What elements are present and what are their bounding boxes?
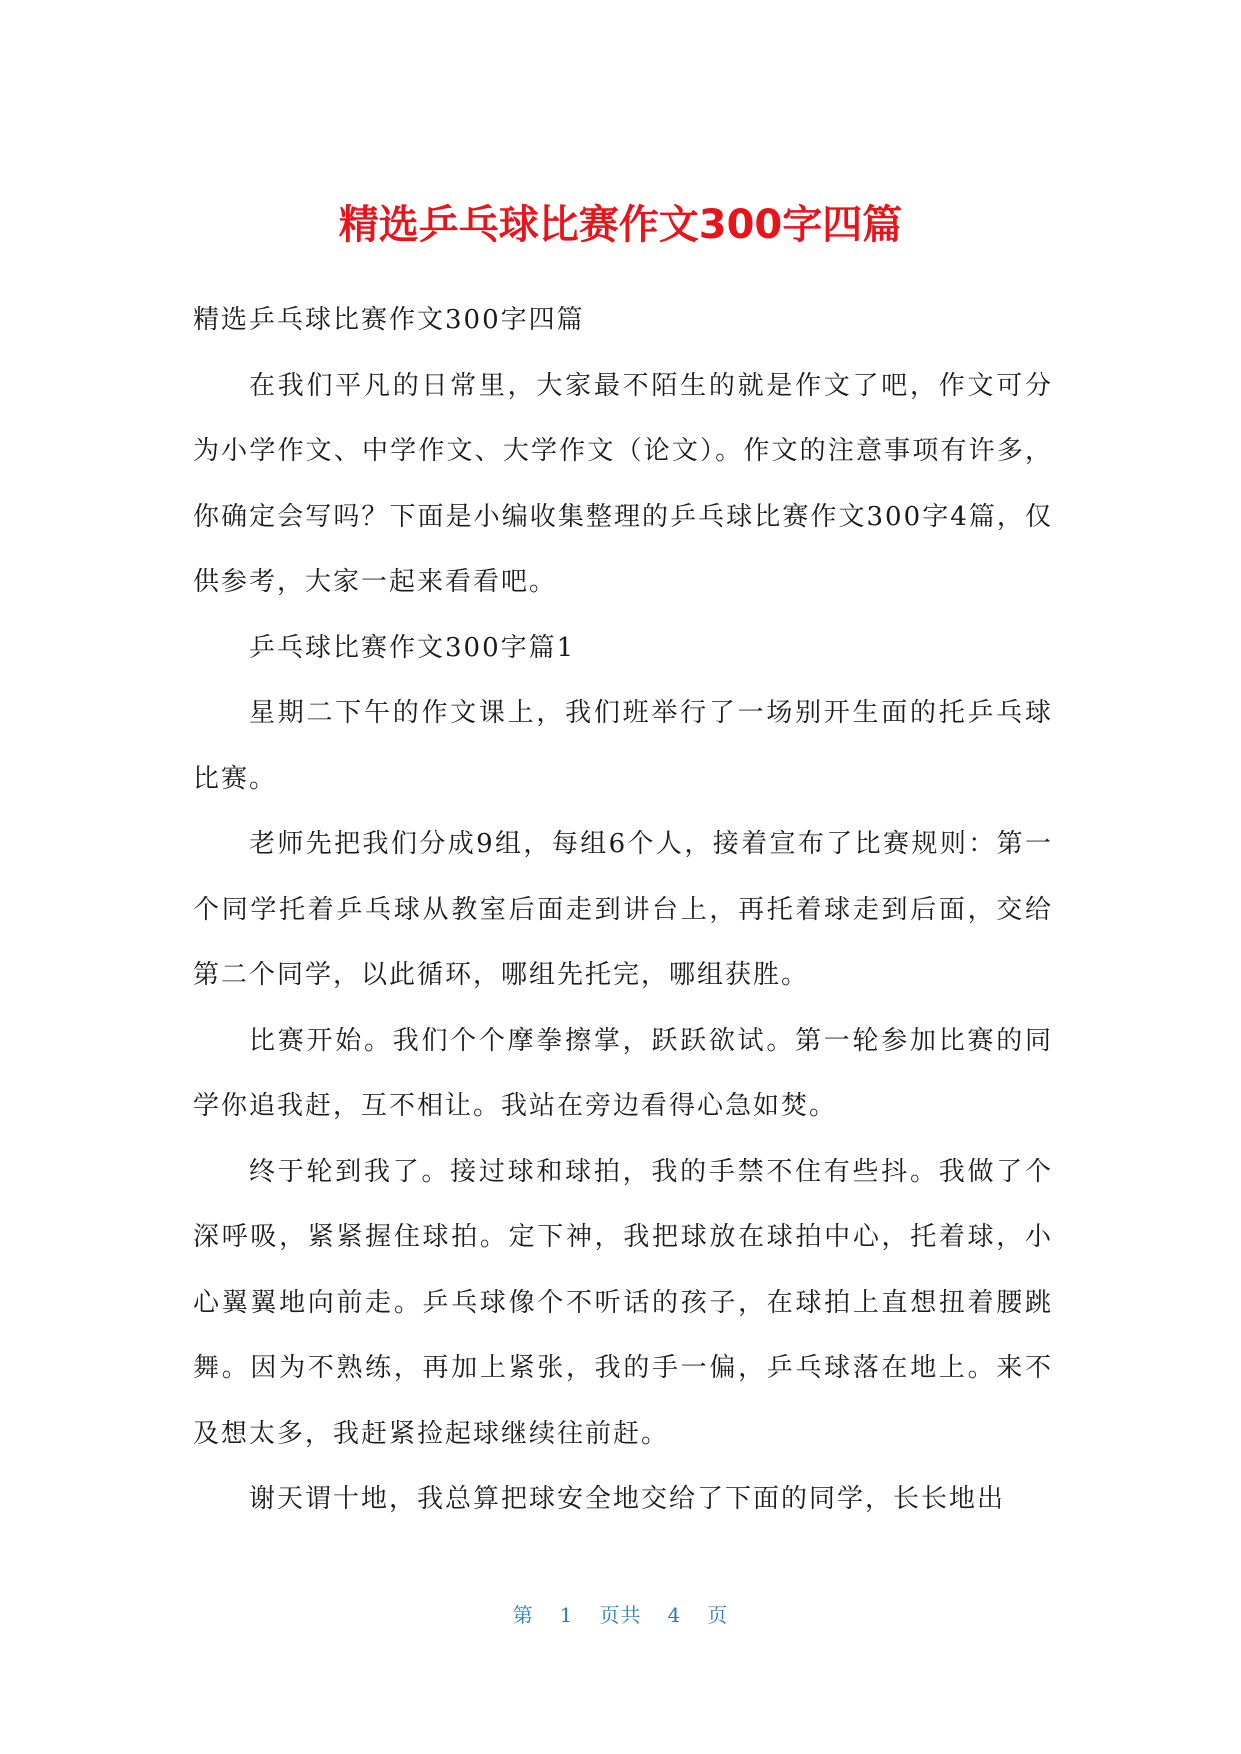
document-body bbox=[193, 288, 1053, 1533]
paragraph: 比赛开始。我们个个摩拳擦掌，跃跃欲试。第一轮参加比赛的同学你追我赶，互不相让。我站在旁边看得心急如焚。 bbox=[193, 1025, 1053, 1121]
paragraph: 老师先把我们分成9组，每组6个人，接着宣布了比赛规则：第一个同学托着乒乓球从教室后面走到讲台上，再托着球走到后面，交给第二个同学，以此循环，哪组先托完，哪组获胜。 bbox=[193, 829, 1053, 990]
paragraph: 星期二下午的作文课上，我们班举行了一场别开生面的托乒乓球比赛。 bbox=[193, 698, 1053, 794]
paragraph-intro: 在我们平凡的日常里，大家最不陌生的就是作文了吧，作文可分为小学作文、中学作文、大学作文（论文）。作文的注意事项有许多，你确定会写吗？下面是小编收集整理的乒乓球比赛作文300字4篇，仅供参考，大家一起来看看吧。 bbox=[193, 370, 1053, 597]
footer-middle: 页共 bbox=[599, 1603, 642, 1627]
paragraph-subtitle: 精选乒乓球比赛作文300字四篇 bbox=[193, 305, 585, 335]
footer-suffix: 页 bbox=[707, 1603, 729, 1627]
footer-prefix: 第 bbox=[512, 1603, 534, 1627]
page-number-footer bbox=[0, 1600, 1241, 1630]
section-heading-essay-1: 乒乓球比赛作文300字篇1 bbox=[249, 632, 576, 663]
paragraph: 谢天谓十地，我总算把球安全地交给了下面的同学，长长地出 bbox=[249, 1484, 1006, 1514]
paragraph: 终于轮到我了。接过球和球拍，我的手禁不住有些抖。我做了个深呼吸，紧紧握住球拍。定下神，我把球放在球拍中心，托着球，小心翼翼地向前走。乒乓球像个不听话的孩子，在球拍上直想扭着腰跳舞。因为不熟练，再加上紧张，我的手一偏，乒乓球落在地上。来不及想太多，我赶紧捡起球继续往前赶。 bbox=[193, 1156, 1053, 1449]
document-title: 精选乒乓球比赛作文300字四篇 bbox=[338, 202, 903, 248]
current-page-number: 1 bbox=[559, 1603, 574, 1627]
total-page-count: 4 bbox=[667, 1603, 682, 1627]
